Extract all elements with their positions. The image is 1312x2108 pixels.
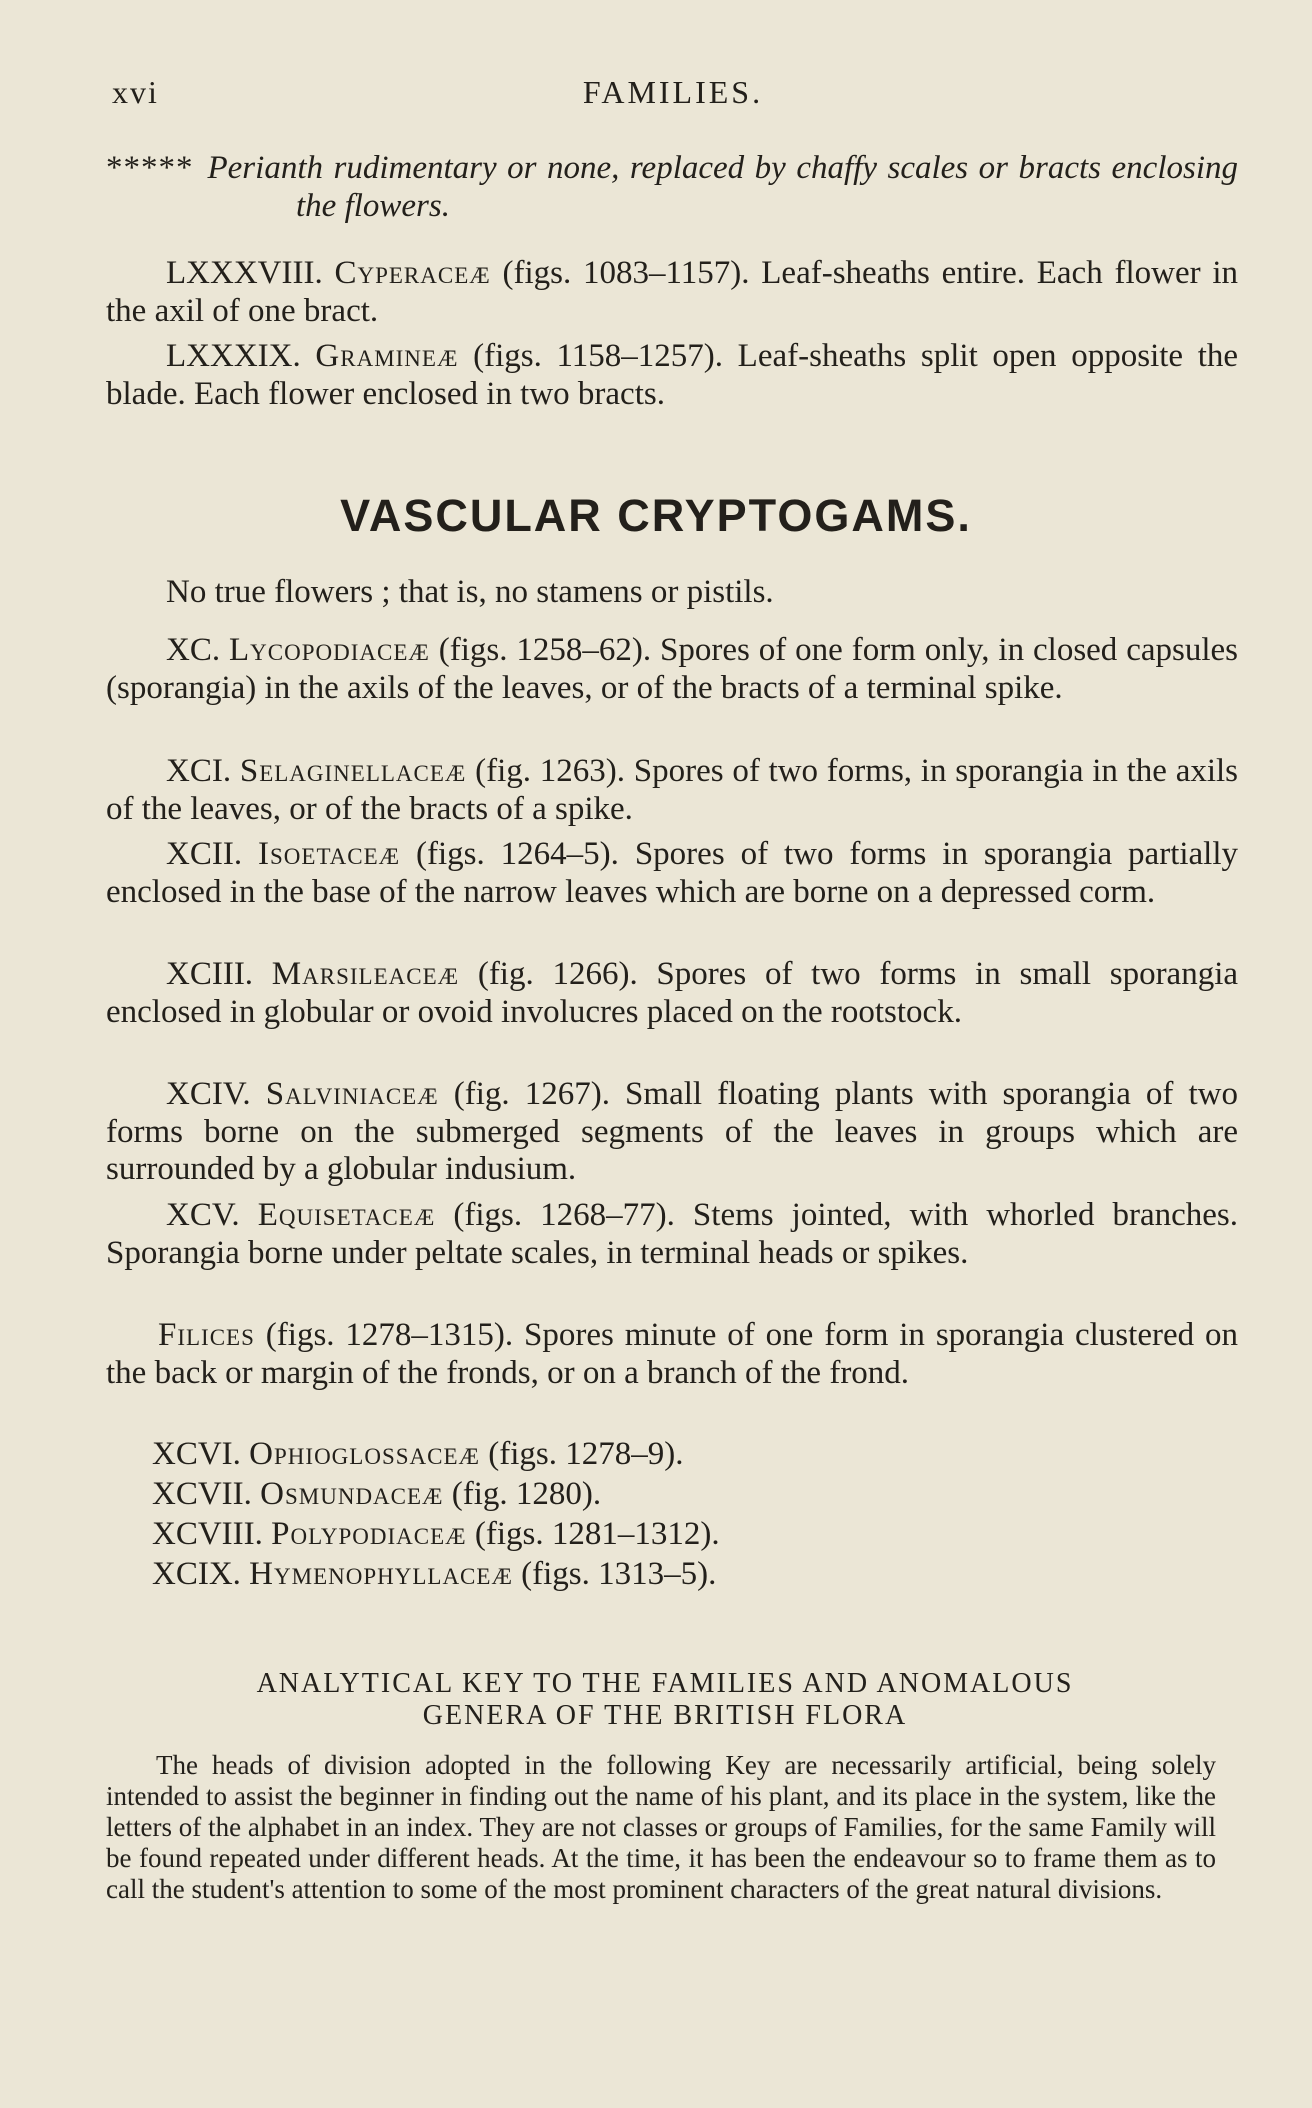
subfamily-xcvii [152,1476,601,1513]
subfamily-figs: (figs. 1281–1312). [474,1516,720,1552]
subfamily-number: XCVII. [152,1476,252,1512]
key-section-title [120,1668,1210,1732]
family-name: Gramineæ [315,338,459,374]
subfamily-name: Hymenophyllaceæ [249,1556,513,1592]
subfamily-name: Polypodiaceæ [271,1516,467,1552]
subfamily-number: XCIX. [152,1556,241,1592]
family-entry-xciv [106,1076,1238,1189]
family-name: Selaginellaceæ [239,753,467,789]
key-body-paragraph: The heads of division adopted in the following Key are necessarily artificial, being solely intended to assist the beginner in finding out the name of his plant, and its place in the system, like the letters of the alphabet in an index. They are not classes or groups of Families, for the same Family will be found repeated under different heads. At the time, it has been the endeavour so to frame them as to call the student's attention to some of the most prominent characters of the great natural divisions. [106,1750,1216,1904]
family-entry-xcv [106,1197,1238,1272]
family-entry-xci [106,753,1238,828]
perianth-note [106,150,1238,225]
perianth-text: Perianth rudimentary or none, replaced by chaffy scales or bracts enclosing the flowers. [207,150,1238,224]
family-name: Filices [158,1317,255,1353]
family-description: (fig. 1267). Small floating plants with sporangia of two forms borne on the submerged segments of the leaves in groups which are surrounded by a globular indusium. [106,1076,1239,1187]
section-intro: No true flowers ; that is, no stamens or pistils. [166,574,774,610]
family-number: XCIV. [166,1076,251,1112]
family-name: Equisetaceæ [257,1197,436,1233]
subfamily-xcix [152,1556,716,1593]
family-number: XCII. [166,836,243,872]
family-description: (figs. 1278–1315). Spores minute of one form in sporangia clustered on the back or margin of the fronds, or on a branch of the frond. [106,1317,1238,1391]
subfamily-number: XCVI. [152,1436,241,1472]
family-number: XCV. [166,1197,240,1233]
subfamily-figs: (figs. 1313–5). [521,1556,717,1592]
page-header [108,74,1238,114]
family-description: (figs. 1258–62). Spores of one form only, in closed capsules (sporangia) in the axils of the leaves, or of the bracts of a terminal spike. [106,632,1239,706]
family-entry-xc [106,632,1238,707]
family-number: XC. [166,632,221,668]
family-name: Cyperaceæ [334,255,491,291]
family-name: Isoetaceæ [258,836,401,872]
running-title: FAMILIES. [582,74,764,110]
family-description: (figs. 1083–1157). Leaf-sheaths entire. Each flower in the axil of one bract. [106,255,1239,329]
subfamily-xcviii [152,1516,720,1553]
family-name: Lycopodiaceæ [229,632,430,668]
family-description: (figs. 1268–77). Stems jointed, with whorled branches. Sporangia borne under peltate scales, in terminal heads or spikes. [106,1197,1239,1271]
subfamily-number: XCVIII. [152,1516,263,1552]
family-entry-lxxxviii [106,255,1238,330]
subfamily-figs: (fig. 1280). [451,1476,602,1512]
subfamily-name: Osmundaceæ [260,1476,444,1512]
family-name: Marsileaceæ [271,956,460,992]
family-number: LXXXIX. [166,338,301,374]
family-entry-xcii [106,836,1238,911]
family-entry-lxxxix [106,338,1238,413]
page-number: xvi [112,74,159,110]
family-description: (figs. 1264–5). Spores of two forms in sporangia partially enclosed in the base of the narrow leaves which are borne on a depressed corm. [106,836,1239,910]
family-description: (fig. 1266). Spores of two forms in small sporangia enclosed in globular or ovoid involucres placed on the rootstock. [106,956,1239,1030]
family-description: (figs. 1158–1257). Leaf-sheaths split open opposite the blade. Each flower enclosed in two bracts. [106,338,1239,412]
key-title-line-2: GENERA OF THE BRITISH FLORA [422,1700,908,1731]
family-entry-filices [106,1317,1238,1392]
subfamily-name: Ophioglossaceæ [249,1436,480,1472]
family-number: XCIII. [166,956,254,992]
key-title-line-1: ANALYTICAL KEY TO THE FAMILIES AND ANOMALOUS [256,1668,1074,1699]
family-number: LXXXVIII. [166,255,323,291]
family-entry-xciii [106,956,1238,1031]
perianth-stars: ***** [106,150,194,186]
subfamily-figs: (figs. 1278–9). [488,1436,684,1472]
key-section-body [106,1750,1216,1905]
family-description: (fig. 1263). Spores of two forms, in sporangia in the axils of the leaves, or of the bracts of a spike. [106,753,1239,827]
section-title: VASCULAR CRYPTOGAMS. [340,490,972,541]
family-number: XCI. [166,753,232,789]
family-name: Salviniaceæ [265,1076,439,1112]
subfamily-xcvi [152,1436,683,1473]
